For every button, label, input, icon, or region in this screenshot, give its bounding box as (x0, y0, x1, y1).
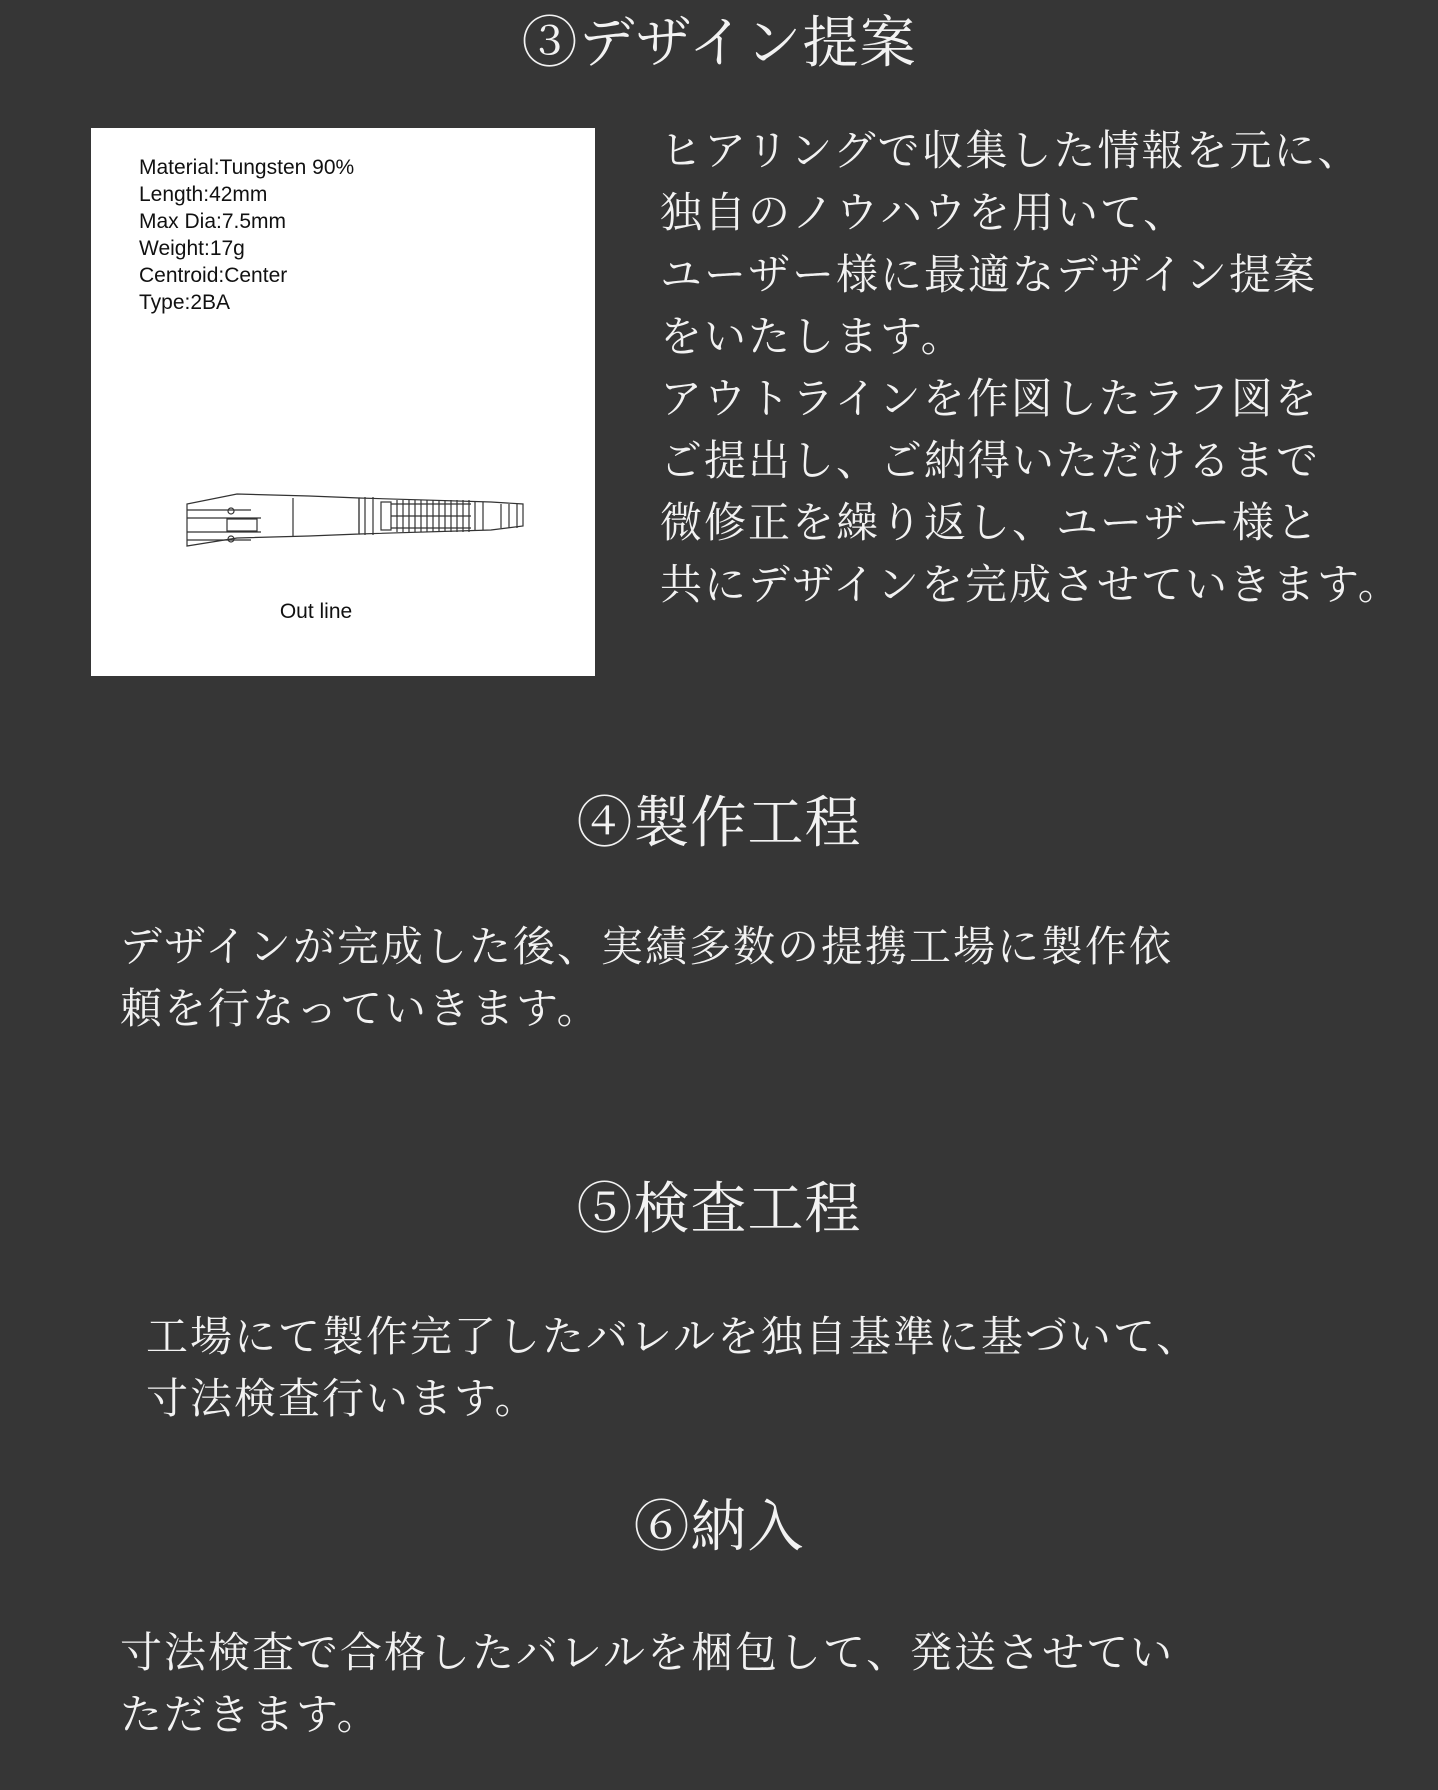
spec-max-dia: Max Dia:7.5mm (139, 210, 287, 233)
barrel-side-view (187, 494, 523, 546)
text-line: デザインが完成した後、実績多数の提携工場に製作依 (120, 922, 1174, 971)
spec-material: Material:Tungsten 90% (139, 156, 355, 179)
text-line: 頼を行なっていきます。 (120, 984, 601, 1033)
spec-type: Type:2BA (139, 291, 231, 314)
spec-centroid: Centroid:Center (139, 264, 288, 287)
text-line: 寸法検査行います。 (146, 1374, 539, 1423)
text-line: 微修正を繰り返し、ユーザー様と (660, 498, 1321, 547)
text-line: 寸法検査で合格したバレルを梱包して、発送させてい (120, 1628, 1175, 1677)
section-title-delivery: ⑥納入 (633, 1495, 805, 1560)
text-line: ご提出し、ご納得いただけるまで (660, 436, 1321, 485)
spec-length: Length:42mm (139, 183, 268, 206)
inspection-description (146, 1306, 1200, 1430)
design-description (660, 120, 1402, 616)
production-description (120, 916, 1173, 1040)
text-line: 独自のノウハウを用いて、 (660, 188, 1188, 237)
text-line: ヒアリングで収集した情報を元に、 (660, 126, 1362, 175)
text-line: ユーザー様に最適なデザイン提案 (660, 250, 1318, 299)
barrel-outline-drawing (91, 358, 595, 598)
delivery-description (120, 1622, 1174, 1746)
text-line: をいたします。 (660, 312, 965, 361)
spec-list (139, 154, 354, 316)
text-line: ただきます。 (120, 1690, 381, 1739)
section-title-inspection: ⑤検査工程 (576, 1177, 862, 1242)
dart-spec-drawing (91, 128, 595, 676)
spec-weight: Weight:17g (139, 237, 245, 260)
text-line: 工場にて製作完了したバレルを独自基準に基づいて、 (146, 1312, 1201, 1361)
section-title-production: ④製作工程 (576, 791, 862, 856)
section-title-design: ③デザイン提案 (521, 11, 917, 76)
text-line: アウトラインを作図したラフ図を (660, 374, 1319, 423)
text-line: 共にデザインを完成させていきます。 (660, 560, 1402, 609)
drawing-caption: Out line (279, 600, 353, 623)
